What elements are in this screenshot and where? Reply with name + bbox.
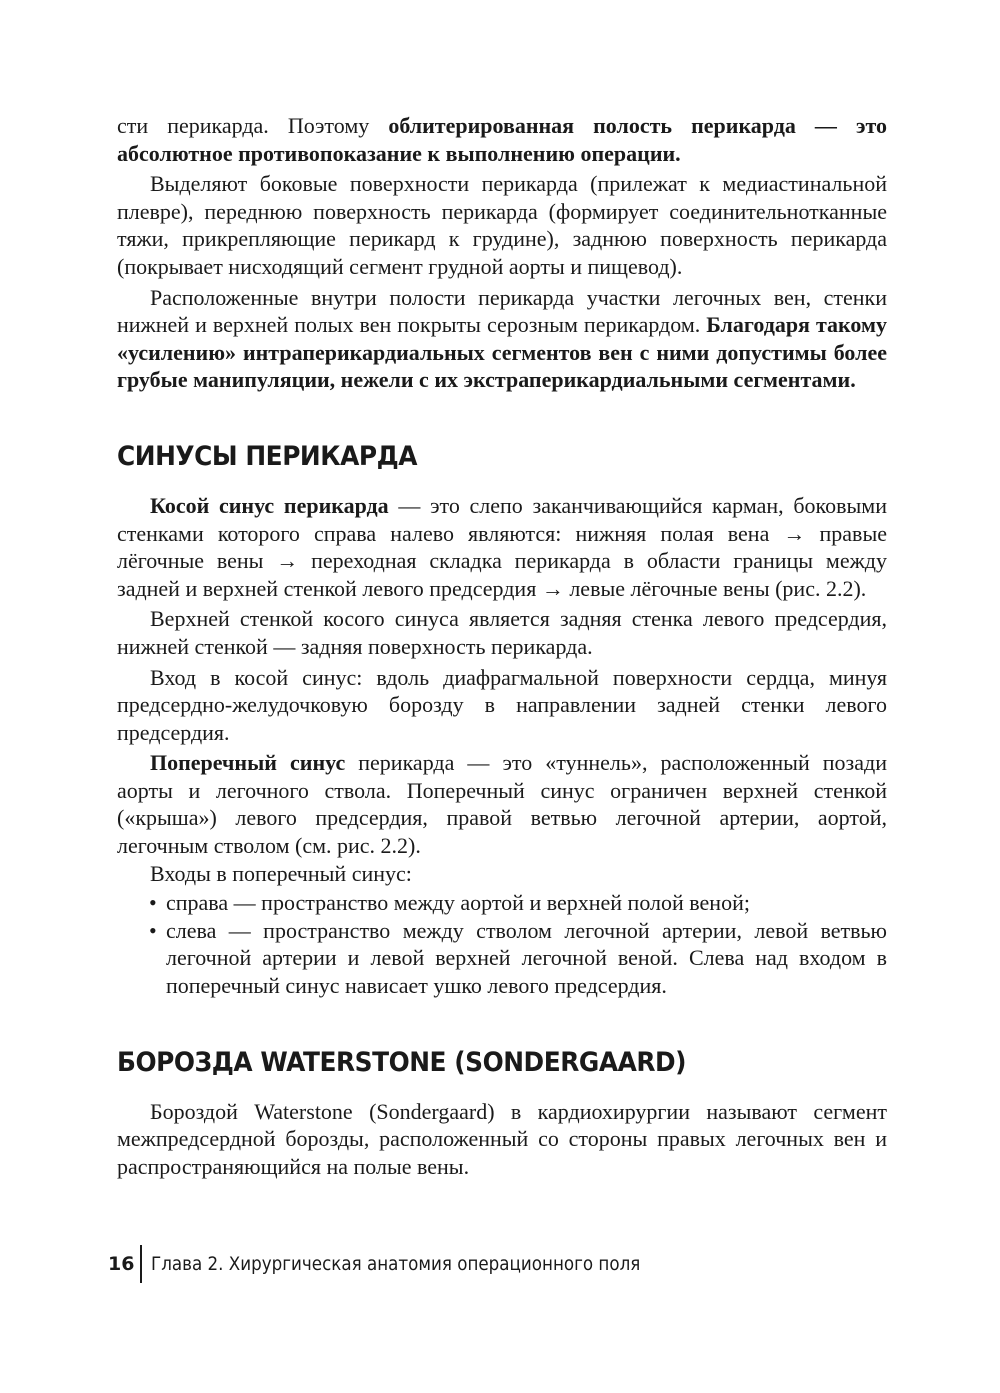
page-number: 16: [108, 1253, 135, 1275]
term-transverse-sinus: Поперечный синус: [150, 750, 346, 776]
page-footer: [108, 1245, 707, 1283]
paragraph-oblique-entry: Вход в косой синус: вдоль диафрагмальной поверхности сердца, минуя предсердно-желудочковую борозду в направлении задней стенки левого предсердия.: [117, 664, 887, 745]
paragraph-text: Расположенные внутри полости перикарда участки легочных вен, стенки нижней и верхней полых вен покрыты серозным перикардом.: [117, 284, 887, 338]
entries-list: [117, 889, 887, 999]
bullet-icon: •: [149, 917, 157, 943]
bold-statement: Благодаря такому «усилению» интраперикардиальных сегментов вен с ними допустимы более грубые манипуляции, нежели с их экстраперикардиальными сегментами.: [117, 312, 887, 393]
list-item-text: слева — пространство между стволом легочной артерии, левой ветвью легочной артерии и левой верхней легочной веной. Слева над входом в поперечный синус нависает ушко левого предсердия.: [166, 917, 887, 999]
paragraph-intro-3: [117, 284, 887, 394]
paragraph-intro-1: [117, 112, 887, 167]
section-heading-waterstone: БОРОЗДА WATERSTONE (SONDERGAARD): [117, 1046, 687, 1078]
paragraph-intro-2: Выделяют боковые поверхности перикарда (прилежат к медиастинальной плевре), переднюю поверхность перикарда (формирует соединительнотканные тяжи, прикрепляющие перикард к грудине), заднюю поверхность перикарда (покрывает нисходящий сегмент грудной аорты и пищевод).: [117, 171, 887, 279]
bold-statement: облитерированная полость перикарда — это абсолютное противопоказание к выполнению операции.: [117, 113, 887, 166]
paragraph-waterstone: Бороздой Waterstone (Sondergaard) в кардиохирургии называют сегмент межпредсердной борозды, расположенный со стороны правых легочных вен и распространяющийся на полые вены.: [117, 1098, 887, 1179]
list-item: [117, 917, 887, 1000]
term-oblique-sinus: Косой синус перикарда: [150, 492, 389, 518]
running-chapter-title: Глава 2. Хирургическая анатомия операционного поля: [151, 1253, 641, 1275]
paragraph-text: — это слепо заканчивающийся карман, боковыми стенками которого справа налево являются: нижняя полая вена → правые лёгочные вены → переходная складка перикарда в области границы между задней и верхней стенкой левого предсердия → левые лёгочные вены (рис. 2.2).: [117, 492, 887, 601]
bullet-icon: •: [149, 890, 157, 916]
paragraph-text: перикарда — это «туннель», расположенный позади аорты и легочного ствола. Поперечный синус ограничен верхней стенкой («крыша») левого предсердия, правой ветвью легочной артерии, аортой, легочным стволом (см. рис. 2.2).: [117, 750, 887, 859]
paragraph-oblique-sinus: [117, 492, 887, 602]
paragraph-transverse-entries: Входы в поперечный синус:: [150, 860, 412, 886]
paragraph-transverse-sinus: [117, 749, 887, 859]
page-body: [117, 112, 887, 1180]
footer-divider: [140, 1245, 142, 1283]
paragraph-oblique-walls: Верхней стенкой косого синуса является задняя стенка левого предсердия, нижней стенкой — задняя поверхность перикарда.: [117, 606, 887, 659]
list-item: [117, 889, 887, 917]
section-heading-sinuses: СИНУСЫ ПЕРИКАРДА: [117, 440, 418, 472]
list-item-text: справа — пространство между аортой и верхней полой веной;: [166, 890, 750, 916]
paragraph-text: сти перикарда. Поэтому: [117, 113, 389, 138]
